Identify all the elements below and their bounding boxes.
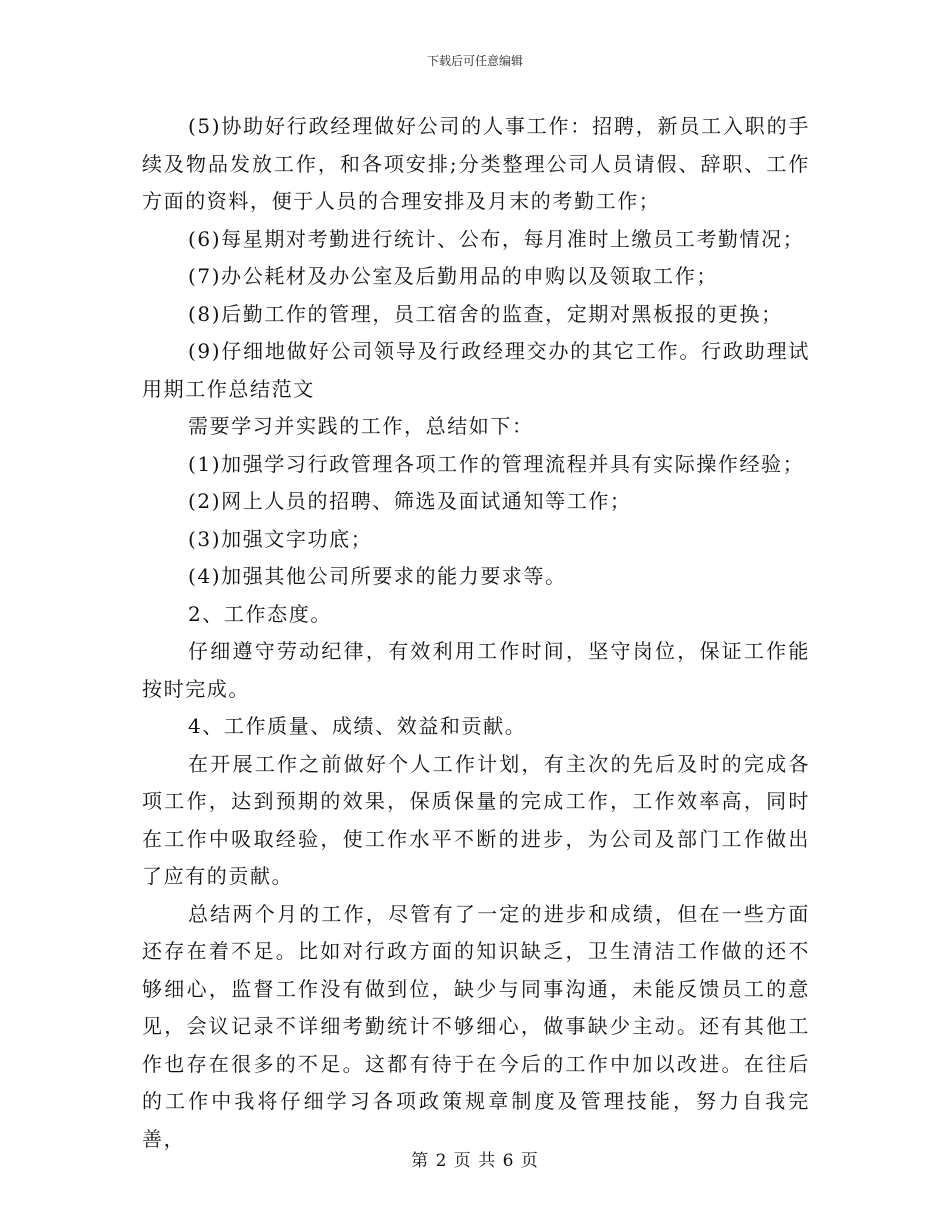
paragraph-quality: 在开展工作之前做好个人工作计划，有主次的先后及时的完成各项工作，达到预期的效果，保质保量的完成工作，工作效率高，同时在工作中吸取经验，使工作水平不断的进步，为公司及部门工作做出了应有的贡献。: [142, 751, 810, 888]
section-heading-attitude: 2、工作态度。: [188, 601, 332, 626]
paragraph-learning-2: (2)网上人员的招聘、筛选及面试通知等工作；: [188, 489, 632, 513]
paragraph-item-7: (7)办公耗材及办公室及后勤用品的申购以及领取工作；: [188, 264, 718, 288]
paragraph-learning-4: (4)加强其他公司所要求的能力要求等。: [188, 564, 567, 588]
paragraph-item-8: (8)后勤工作的管理，员工宿舍的监查，定期对黑板报的更换；: [188, 301, 783, 326]
paragraph-learning-3: (3)加强文字功底；: [188, 526, 373, 551]
paragraph-learning-1: (1)加强学习行政管理各项工作的管理流程并具有实际操作经验；: [188, 451, 805, 476]
paragraph-item-5: (5)协助好行政经理做好公司的人事工作：招聘，新员工入职的手续及物品发放工作，和各项安排;分类整理公司人员请假、辞职、工作方面的资料，便于人员的合理安排及月末的考勤工作；: [142, 114, 810, 213]
paragraph-item-6: (6)每星期对考勤进行统计、公布，每月准时上缴员工考勤情况；: [188, 226, 805, 251]
section-heading-quality: 4、工作质量、成绩、效益和贡献。: [188, 714, 527, 738]
page-header-note: 下载后可任意编辑: [426, 54, 523, 68]
paragraph-summary: 总结两个月的工作，尽管有了一定的进步和成绩，但在一些方面还存在着不足。比如对行政方面的知识缺乏，卫生清洁工作做的还不够细心，监督工作没有做到位，缺少与同事沟通，未能反馈员工的意见，会议记录不详细考勤统计不够细心，做事缺少主动。还有其他工作也存在很多的不足。这都有待于在今后的工作中加以改进。在往后的工作中我将仔细学习各项政策规章制度及管理技能，努力自我完善，: [142, 901, 810, 1151]
paragraph-item-9: (9)仔细地做好公司领导及行政经理交办的其它工作。行政助理试用期工作总结范文: [142, 339, 810, 401]
page-number: 第 2 页 共 6 页: [411, 1151, 539, 1171]
paragraph-attitude: 仔细遵守劳动纪律，有效利用工作时间，坚守岗位，保证工作能按时完成。: [142, 639, 810, 701]
document-body: [142, 108, 810, 1158]
paragraph-learning-intro: 需要学习并实践的工作，总结如下：: [188, 414, 534, 438]
